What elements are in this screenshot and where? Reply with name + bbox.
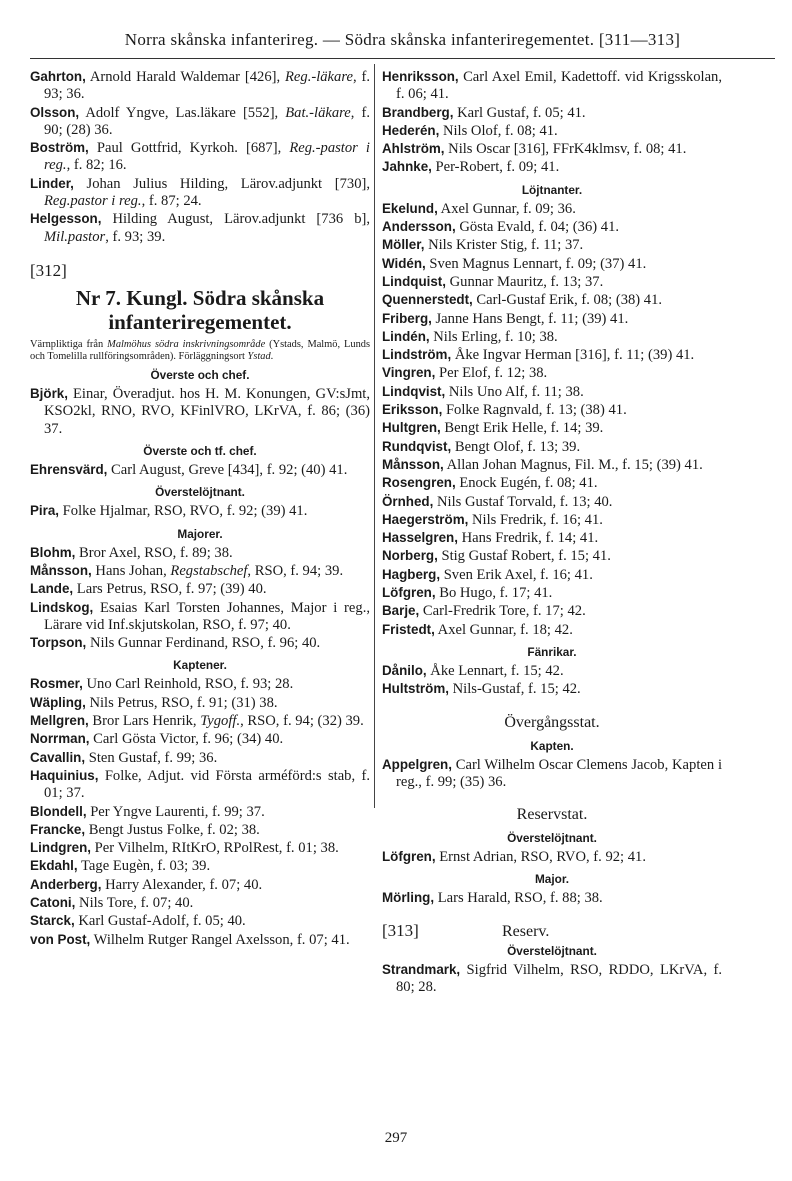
entry-name: Hultgren, [382,420,441,436]
overgangsstat-heading: Övergångsstat. [504,713,600,731]
roster-entry [382,401,722,419]
page-mark-312: [312] [30,260,67,280]
roster-entry [30,894,370,912]
roster-entry [382,200,722,218]
entry-text: Ernst Adrian, RSO, RVO, f. 92; 41. [435,849,647,866]
entry-name: Björk, [30,386,68,402]
entry-text: Paul Gottfrid, Kyrkoh. [687], [88,140,290,157]
entry-name: Norberg, [382,548,438,564]
entry-text: Allan Johan Magnus, Fil. M., f. 15; (39) 41. [443,456,703,473]
roster-entry [382,547,722,565]
entry-text: Uno Carl Reinhold, RSO, f. 93; 28. [82,676,294,693]
roster-entry [382,255,722,273]
roster-entry [30,68,370,104]
roster-entry [382,566,722,584]
roster-entry [30,502,370,520]
section-entries [30,502,370,520]
entry-name: Rosengren, [382,475,456,491]
section-heading: Majorer. [177,526,223,541]
entry-text: Hans Johan, [91,562,171,579]
entry-name: Löfgren, [382,849,436,865]
roster-entry [382,456,722,474]
entry-text: Janne Hans Bengt, f. 11; (39) 41. [431,310,629,327]
entry-title: Regstabschef [170,562,248,579]
regiment-title-line1: Nr 7. Kungl. Södra skånska [75,285,325,310]
entry-text: Folke Ragnvald, f. 13; (38) 41. [442,402,627,419]
entry-name: Barje, [382,603,420,619]
roster-entry [382,584,722,602]
entry-name: Lindström, [382,347,452,363]
section-entries [382,889,722,907]
roster-entry [382,236,722,254]
entry-text: Sven Erik Axel, f. 16; 41. [440,566,593,583]
roster-entry [382,383,722,401]
entry-text: Bengt Olof, f. 13; 39. [451,438,581,455]
entry-name: Hederén, [382,122,440,138]
entry-name: Jahnke, [382,159,432,175]
entry-text: Arnold Harald Waldemar [426], [85,69,285,85]
entry-name: Haegerström, [382,511,469,527]
entry-text: Bengt Justus Folke, f. 02; 38. [85,821,260,838]
entry-name: Olsson, [30,104,80,120]
regiment-title-line2: infanteriregementet. [108,309,292,334]
section-entries [30,461,370,479]
roster-entry [382,218,722,236]
roster-entry [382,328,722,346]
entry-name: Dånilo, [382,662,427,678]
entry-text: Adolf Yngve, Las.läkare [552], [79,104,286,121]
entry-name: Wäpling, [30,694,86,710]
roster-entry [382,122,722,140]
entry-text: Einar, Överadjut. hos H. M. Konungen, GV:sJmt, KSO2kl, RNO, RVO, KFinlVRO, LKrVA, f. 86; (36) 37. [44,386,370,437]
section-heading: Överste och tf. chef. [143,444,257,459]
roster-entry [30,385,370,438]
entry-text: Nils Olof, f. 08; 41. [439,122,558,139]
regiment-desc-area: Malmöhus södra inskrivningsområde [107,338,266,350]
section-heading: Överstelöjtnant. [155,485,245,500]
entry-name: Francke, [30,821,86,837]
roster-entry [382,68,722,104]
entry-name: Ekdahl, [30,858,78,874]
roster-entry [30,694,370,712]
entry-name: Torpson, [30,635,87,651]
entry-tail: , f. 87; 24. [141,193,202,210]
entry-name: von Post, [30,931,91,947]
entry-name: Eriksson, [382,402,443,418]
roster-entry [382,493,722,511]
entry-name: Linder, [30,175,74,191]
entry-name: Andersson, [382,219,456,235]
entry-text: Johan Julius Hilding, Lärov.adjunkt [730], [73,175,370,192]
entry-title: Bat.-läkare [285,104,351,121]
entry-tail: , f. 90; (28) 36. [44,104,370,138]
entry-text: Nils Uno Alf, f. 11; 38. [445,383,584,400]
roster-entry [30,767,370,803]
entry-name: Fristedt, [382,621,435,637]
roster-entry [30,139,370,175]
left-sections [30,368,370,949]
entry-name: Ekelund, [382,200,438,216]
entry-title: Reg.pastor i reg. [44,193,142,210]
entry-text: Nils-Gustaf, f. 15; 42. [448,681,581,698]
right-column [382,68,722,996]
left-top-entries [30,68,370,246]
entry-name: Strandmark, [382,961,461,977]
roster-entry [382,511,722,529]
entry-text: Per Elof, f. 12; 38. [435,365,548,382]
roster-entry [30,821,370,839]
entry-text: Sven Magnus Lennart, f. 09; (37) 41. [425,255,647,272]
overgangsstat-sub: Kapten. [530,738,574,753]
roster-entry [382,889,722,907]
entry-name: Hultström, [382,681,449,697]
section-heading: Löjtnanter. [521,182,583,197]
entry-text: Nils Oscar [316], FFrK4klmsv, f. 08; 41. [444,141,687,158]
entry-title: Mil.pastor [44,228,106,245]
reservstat-heading: Reservstat. [516,806,588,824]
entry-name: Lande, [30,581,74,597]
entry-name: Månsson, [382,456,444,472]
entry-title: Tygoff. [200,713,241,730]
entry-name: Gahrton, [30,69,86,84]
page-number: 297 [384,1130,408,1146]
roster-entry [30,461,370,479]
entry-name: Blondell, [30,803,87,819]
entry-text: Gösta Evald, f. 04; (36) 41. [455,219,620,236]
entry-text: Sigfrid Vilhelm, RSO, RDDO, LKrVA, f. 80; 28. [396,961,722,995]
entry-text: Nils Tore, f. 07; 40. [75,894,194,911]
entry-name: Lindskog, [30,599,94,615]
section-entries [382,662,722,699]
entry-title: Reg.-läkare [285,69,353,85]
entry-text: Per Vilhelm, RItKrO, RPolRest, f. 01; 38. [91,840,339,857]
entry-name: Mellgren, [30,713,89,729]
entry-name: Rosmer, [30,676,83,692]
regiment-desc-mid: (Ystads, Malmö, Lunds och Tomelilla rullföringsområden). Förläggningsort [30,338,370,362]
roster-entry [30,104,370,140]
entry-text: Esaias Karl Torsten Johannes, Major i reg., Lärare vid Inf.skjutskolan, RSO, f. 97; 40. [44,599,370,633]
roster-entry [30,175,370,211]
entry-text: Nils Krister Stig, f. 11; 37. [424,237,584,254]
column-divider [374,64,375,808]
roster-entry [382,158,722,176]
entry-text: Karl Gustaf, f. 05; 41. [453,104,586,121]
entry-text: Hilding August, Lärov.adjunkt [736 b], [101,211,370,228]
regiment-desc-end: . [270,350,274,362]
entry-text: Carl-Fredrik Tore, f. 17; 42. [419,603,586,620]
entry-text: Hans Fredrik, f. 14; 41. [457,530,599,547]
entry-text: Per Yngve Laurenti, f. 99; 37. [86,803,265,820]
roster-entry [382,346,722,364]
entry-name: Vingren, [382,365,436,381]
roster-entry [30,634,370,652]
entry-name: Boström, [30,140,89,156]
roster-entry [30,599,370,635]
regiment-description [30,339,370,362]
regiment-desc-pre: Värnpliktiga från [30,338,108,350]
reserv-heading: Reserv. [502,922,550,940]
roster-entry [382,756,722,792]
roster-entry [382,662,722,680]
overgangsstat-entries [382,756,722,792]
roster-entry [30,857,370,875]
entry-name: Lindén, [382,328,430,344]
entry-text: Carl Wilhelm Oscar Clemens Jacob, Kapten i reg., f. 99; (35) 36. [396,756,722,790]
reserv-entries [382,961,722,997]
entry-name: Möller, [382,237,425,253]
roster-entry [382,104,722,122]
entry-name: Ahlström, [382,141,445,157]
section-entries [30,544,370,653]
entry-text: Nils Erling, f. 10; 38. [429,328,558,345]
section-heading: Fänrikar. [527,644,577,659]
entry-text: Axel Gunnar, f. 09; 36. [437,200,576,217]
roster-entry [30,712,370,730]
roster-entry [382,529,722,547]
entry-tail: , RSO, f. 94; 39. [247,562,344,579]
entry-text: Bo Hugo, f. 17; 41. [435,585,553,602]
entry-name: Mörling, [382,890,435,906]
entry-tail: , f. 93; 39. [105,228,166,245]
entry-text: Carl Axel Emil, Kadettoff. vid Krigsskolan, f. 06; 41. [396,69,722,103]
entry-text: Carl-Gustaf Erik, f. 08; (38) 41. [472,292,663,309]
roster-entry [30,580,370,598]
section-entries [30,675,370,948]
roster-entry [382,291,722,309]
right-top-entries [382,68,722,177]
roster-entry [382,602,722,620]
entry-name: Helgesson, [30,211,102,227]
entry-text: Nils Gustaf Torvald, f. 13; 40. [433,493,613,510]
entry-text: Folke Hjalmar, RSO, RVO, f. 92; (39) 41. [59,503,308,520]
roster-entry [30,931,370,949]
reserv-sub: Överstelöjtnant. [507,943,597,958]
section-entries [30,385,370,438]
entry-name: Catoni, [30,894,76,910]
right-sections [382,183,722,699]
reservstat-groups [382,831,722,908]
section-entries [382,200,722,639]
roster-entry [30,730,370,748]
entry-text: Nils Petrus, RSO, f. 91; (31) 38. [85,694,278,711]
entry-text: Stig Gustaf Robert, f. 15; 41. [437,548,611,565]
entry-name: Henriksson, [382,69,459,84]
entry-name: Månsson, [30,562,92,578]
entry-text: Åke Lennart, f. 15; 42. [426,662,564,679]
entry-name: Haquinius, [30,767,99,783]
page-mark-313: [313] [382,920,419,940]
entry-text: Lars Petrus, RSO, f. 97; (39) 40. [73,581,267,598]
entry-name: Rundqvist, [382,438,452,454]
section-entries [382,848,722,866]
roster-entry [382,438,722,456]
entry-text: Sten Gustaf, f. 99; 36. [85,749,218,766]
entry-text: Wilhelm Rutger Rangel Axelsson, f. 07; 41. [90,931,350,948]
roster-entry [382,474,722,492]
roster-entry [30,876,370,894]
entry-text: Bror Lars Henrik, [88,713,201,730]
roster-entry [30,839,370,857]
entry-text: Carl August, Greve [434], f. 92; (40) 41. [107,462,348,479]
entry-text: Åke Ingvar Herman [316], f. 11; (39) 41. [451,347,695,364]
entry-name: Hagberg, [382,566,441,582]
entry-name: Quennerstedt, [382,292,473,308]
entry-text: Axel Gunnar, f. 18; 42. [434,621,573,638]
entry-name: Friberg, [382,310,432,326]
roster-entry [30,803,370,821]
entry-name: Ehrensvärd, [30,462,108,478]
entry-name: Örnhed, [382,493,434,509]
reserv-heading-row [382,920,722,942]
entry-name: Lindquist, [382,273,446,289]
entry-text: Harry Alexander, f. 07; 40. [101,876,263,893]
entry-text: Folke, Adjut. vid Första arméförd:s stab, f. 01; 37. [44,767,370,802]
roster-entry [30,210,370,246]
roster-entry [30,675,370,693]
roster-entry [30,749,370,767]
section-heading: Kaptener. [173,658,227,673]
entry-name: Cavallin, [30,749,86,765]
entry-text: Carl Gösta Victor, f. 96; (34) 40. [89,731,284,748]
entry-title: Reg.-pastor i reg. [44,140,370,174]
entry-name: Norrman, [30,731,90,747]
roster-entry [30,912,370,930]
section-heading: Major. [534,872,570,887]
roster-entry [382,621,722,639]
section-heading: Överstelöjtnant. [507,831,597,846]
header-rule [30,58,775,59]
roster-entry [382,310,722,328]
roster-entry [30,562,370,580]
entry-text: Enock Eugén, f. 08; 41. [455,475,598,492]
entry-tail: , RSO, f. 94; (32) 39. [240,713,364,730]
entry-text: Bengt Erik Helle, f. 14; 39. [440,420,604,437]
entry-text: Per-Robert, f. 09; 41. [431,159,560,176]
roster-entry [382,848,722,866]
roster-entry [382,273,722,291]
entry-name: Widén, [382,255,426,271]
regiment-desc-place: Ystad [247,350,271,362]
entry-name: Starck, [30,913,75,929]
roster-entry [382,364,722,382]
entry-text: Bror Axel, RSO, f. 89; 38. [75,544,233,561]
entry-text: Nils Fredrik, f. 16; 41. [468,511,603,528]
entry-name: Lindqvist, [382,383,446,399]
entry-name: Löfgren, [382,585,436,601]
entry-text: Nils Gunnar Ferdinand, RSO, f. 96; 40. [86,635,321,652]
entry-name: Anderberg, [30,876,102,892]
entry-name: Pira, [30,503,60,519]
entry-name: Brandberg, [382,104,454,120]
section-heading: Överste och chef. [150,368,250,383]
entry-name: Lindgren, [30,840,91,856]
running-header: Norra skånska infanterireg. — Södra skånska infanteriregementet. [311—313] [124,30,681,49]
roster-entry [382,419,722,437]
left-column [30,68,370,949]
entry-text: Gunnar Mauritz, f. 13; 37. [445,273,604,290]
entry-name: Hasselgren, [382,530,458,546]
roster-entry [30,544,370,562]
roster-entry [382,961,722,997]
entry-name: Blohm, [30,544,76,560]
entry-text: Tage Eugèn, f. 03; 39. [77,858,211,875]
roster-entry [382,140,722,158]
entry-name: Appelgren, [382,756,452,772]
roster-entry [382,680,722,698]
entry-text: Karl Gustaf-Adolf, f. 05; 40. [74,913,246,930]
entry-text: Lars Harald, RSO, f. 88; 38. [434,890,603,907]
entry-tail: , f. 93; 36. [44,69,370,103]
entry-tail: , f. 82; 16. [66,157,127,174]
